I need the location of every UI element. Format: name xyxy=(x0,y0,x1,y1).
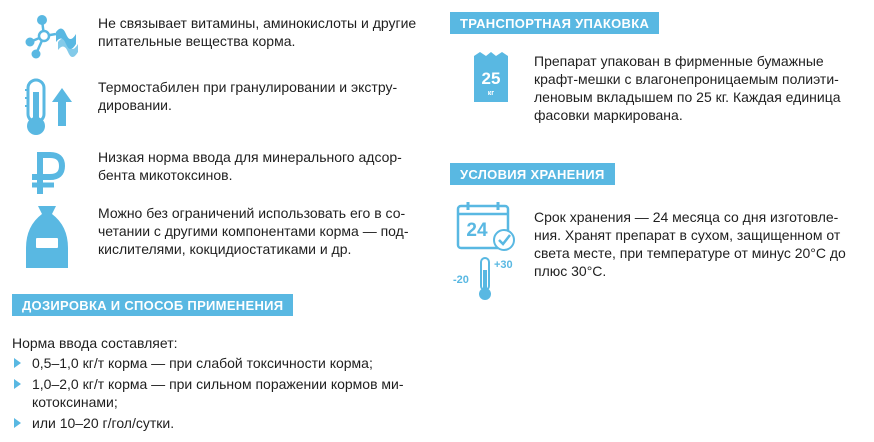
bag-unit: кг xyxy=(487,90,495,97)
calendar-check-icon xyxy=(456,200,520,261)
packaging-text: Препарат упакован в фирменные бумажные крафт-мешки с влагонепроницаемым полиэти-леновым вкладышем по 25 кг. Каждая единица фасовки маркирована. xyxy=(534,53,841,123)
thermometer-arrow-up-icon xyxy=(22,78,80,136)
storage-text: Срок хранения — 24 месяца со дня изготовле-ния. Хранят препарат в сухом, защищенном от света месте, при температуре от минус 20°С до плюс 30°С. xyxy=(534,209,846,279)
calendar-number: 24 xyxy=(466,220,488,241)
thermometer-icon xyxy=(452,254,516,309)
temp-low: -20 xyxy=(453,274,469,286)
bag-25kg-icon xyxy=(468,50,514,111)
bullet-arrow-icon xyxy=(14,379,21,389)
bag-number: 25 xyxy=(481,69,501,88)
list-item: 0,5–1,0 кг/т корма — при слабой токсичности корма; xyxy=(12,354,432,372)
temp-high: +30 xyxy=(494,259,513,271)
dosage-intro: Норма ввода составляет: xyxy=(12,335,178,351)
molecule-icon xyxy=(22,14,80,72)
dosage-heading: ДОЗИРОВКА И СПОСОБ ПРИМЕНЕНИЯ xyxy=(12,294,293,316)
list-item: 1,0–2,0 кг/т корма — при сильном поражении кормов ми-котоксинами; xyxy=(12,375,432,411)
feature-text: Низкая норма ввода для минерального адсор-бента микотоксинов. xyxy=(98,149,402,183)
feature-text: Термостабилен при гранулировании и экстру-дировании. xyxy=(98,79,398,113)
ruble-icon xyxy=(22,148,80,206)
dosage-list xyxy=(12,354,432,435)
feature-text: Не связывает витамины, аминокислоты и другие питательные вещества корма. xyxy=(98,15,417,49)
sack-icon xyxy=(22,204,80,262)
feature-text: Можно без ограничений использовать его в со-четании с другими компонентами корма — под-кислителями, кокцидиостатиками и др. xyxy=(98,205,409,257)
storage-heading: УСЛОВИЯ ХРАНЕНИЯ xyxy=(450,163,615,185)
list-item: или 10–20 г/гол/сутки. xyxy=(12,414,432,432)
bullet-arrow-icon xyxy=(14,358,21,368)
bullet-arrow-icon xyxy=(14,418,21,428)
packaging-heading: ТРАНСПОРТНАЯ УПАКОВКА xyxy=(450,12,659,34)
